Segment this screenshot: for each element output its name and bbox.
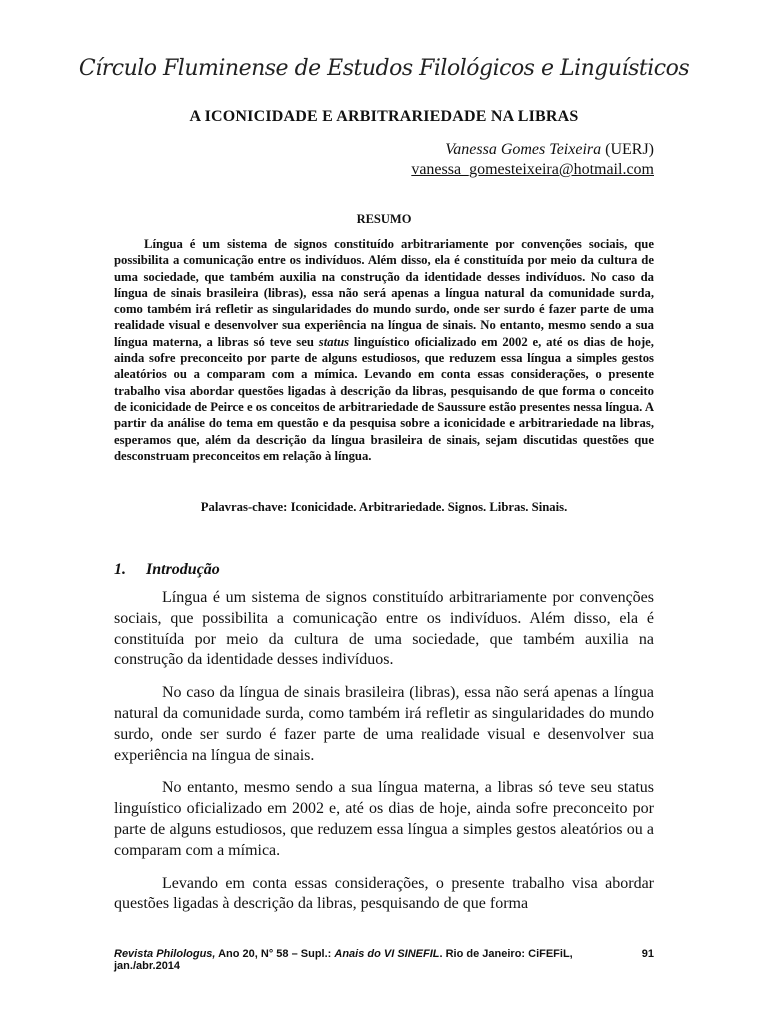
paper-title: A ICONICIDADE E ARBITRARIEDADE NA LIBRAS xyxy=(189,108,579,125)
author-affiliation: (UERJ) xyxy=(601,141,654,158)
section-title: Introdução xyxy=(146,561,220,578)
section-heading xyxy=(114,561,220,579)
abstract-status-word: status xyxy=(318,334,350,349)
author-block xyxy=(411,140,654,180)
abstract-text xyxy=(114,236,654,464)
page-footer xyxy=(114,948,654,972)
body-text xyxy=(114,588,654,927)
body-paragraph: No entanto, mesmo sendo a sua língua materna, a libras só teve seu status linguístico oficializado em 2002 e, até os dias de hoje, ainda sofre preconceito por parte de alguns estudiosos, que reduzem essa língua a simples gestos aleatórios ou a comparam com a mímica. xyxy=(114,779,654,859)
author-email[interactable]: vanessa_gomesteixeira@hotmail.com xyxy=(411,161,654,178)
page-number: 91 xyxy=(641,948,654,960)
footer-publisher: . Rio de Janeiro: CiFEFiL, jan./abr.2014 xyxy=(114,948,573,972)
keywords: Palavras-chave: Iconicidade. Arbitrariedade. Signos. Libras. Sinais. xyxy=(200,500,568,514)
body-paragraph: Língua é um sistema de signos constituído arbitrariamente por convenções sociais, que possibilita a comunicação entre os indivíduos. Além disso, ela é constituída por meio da cultura de uma sociedade, que também auxilia na construção da identidade desses indivíduos. xyxy=(114,589,654,669)
abstract-text-part-1: Língua é um sistema de signos constituído arbitrariamente por convenções sociais, que possibilita a comunicação entre os indivíduos. Além disso, ela é constituída por meio da cultura de uma sociedade, que também auxilia na construção da identidade desses indivíduos. No caso da língua de sinais brasileira (libras), essa não será apenas a língua natural da comunidade surda, como também irá refletir as singularidades do mundo surdo, onde ser surdo é fazer parte de uma realidade visual e desenvolver sua experiência na língua de sinais. No entanto, mesmo sendo a sua língua materna, a libras só teve seu xyxy=(114,237,654,349)
footer-proceedings: Anais do VI SINEFIL xyxy=(334,948,440,960)
footer-journal: Revista Philologus, xyxy=(114,948,216,960)
journal-header: Círculo Fluminense de Estudos Filológicos e Linguísticos xyxy=(78,56,690,81)
body-paragraph: Levando em conta essas considerações, o presente trabalho visa abordar questões ligadas à descrição da libras, pesquisando de que forma xyxy=(114,874,654,913)
abstract-heading: RESUMO xyxy=(356,212,412,226)
section-number: 1. xyxy=(114,561,126,578)
body-paragraph: No caso da língua de sinais brasileira (libras), essa não será apenas a língua natural da comunidade surda, como também irá refletir as singularidades do mundo surdo, onde ser surdo é fazer parte de uma realidade visual e desenvolver sua experiência na língua de sinais. xyxy=(114,684,654,764)
abstract-text-part-2: linguístico oficializado em 2002 e, até os dias de hoje, ainda sofre preconceito por parte de alguns estudiosos, que reduzem essa língua a simples gestos aleatórios ou a comparam com a mímica. Levando em conta essas considerações, o presente trabalho visa abordar questões ligadas à descrição da libras, pesquisando de que forma o conceito de iconicidade de Peirce e os conceitos de arbitrariedade de Saussure estão presentes nessa língua. A partir da análise do tema em questão e da pesquisa sobre a iconicidade e arbitrariedade na libras, esperamos que, além da descrição da língua brasileira de sinais, sejam discutidas questões que desconstruam preconceitos em relação à língua. xyxy=(114,334,654,463)
footer-issue: Ano 20, N° 58 – Supl.: xyxy=(215,948,335,960)
author-name: Vanessa Gomes Teixeira xyxy=(445,141,602,158)
footer-citation xyxy=(114,948,642,972)
